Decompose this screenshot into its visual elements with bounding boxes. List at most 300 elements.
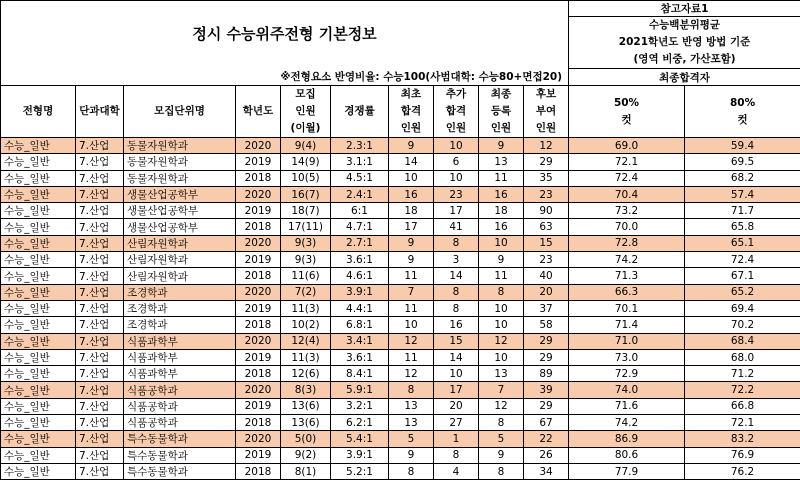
row-dept: 식품과학부	[124, 333, 236, 349]
row-first: 8	[389, 382, 434, 398]
row-type: 수능_일반	[1, 170, 76, 186]
row-add: 16	[434, 317, 479, 333]
row-college: 7.산업	[76, 284, 124, 300]
row-first: 9	[389, 235, 434, 251]
row-p50: 71.6	[569, 398, 685, 414]
row-final: 16	[479, 186, 524, 202]
row-first: 10	[389, 317, 434, 333]
row-dept: 특수동물학과	[124, 431, 236, 447]
row-college: 7.산업	[76, 252, 124, 268]
table-row	[1, 203, 800, 219]
row-rate: 4.7:1	[331, 219, 389, 235]
row-add: 23	[434, 186, 479, 202]
table-row	[1, 252, 800, 268]
row-add: 4	[434, 463, 479, 479]
row-first: 16	[389, 186, 434, 202]
row-p50: 72.4	[569, 170, 685, 186]
row-p80: 57.4	[685, 186, 800, 202]
row-p50: 77.9	[569, 463, 685, 479]
row-last: 29	[524, 349, 569, 365]
row-first: 9	[389, 138, 434, 154]
row-first: 18	[389, 203, 434, 219]
row-final: 10	[479, 235, 524, 251]
row-first: 7	[389, 284, 434, 300]
header-line: 80%	[685, 95, 800, 112]
row-college: 7.산업	[76, 138, 124, 154]
final-admit-header: 최종합격자	[569, 69, 800, 86]
row-p80: 69.4	[685, 300, 800, 316]
row-rate: 3.1:1	[331, 154, 389, 170]
row-last: 23	[524, 186, 569, 202]
row-type: 수능_일반	[1, 317, 76, 333]
row-type: 수능_일반	[1, 382, 76, 398]
row-type: 수능_일반	[1, 431, 76, 447]
row-year: 2018	[236, 366, 281, 382]
header-line: 최초	[389, 86, 433, 103]
row-dept: 생물산업공학부	[124, 186, 236, 202]
row-final: 12	[479, 398, 524, 414]
row-year: 2018	[236, 170, 281, 186]
row-add: 41	[434, 219, 479, 235]
selection-ratio-note: ※전형요소 반영비율: 수능100(사범대학: 수능80+면접20)	[1, 69, 569, 86]
row-type: 수능_일반	[1, 154, 76, 170]
col-header-type: 전형명	[1, 86, 76, 138]
row-quota: 8(3)	[281, 382, 331, 398]
ref-desc-line: (영역 비중, 가산포함)	[569, 51, 800, 68]
row-final: 7	[479, 382, 524, 398]
row-first: 17	[389, 219, 434, 235]
row-college: 7.산업	[76, 317, 124, 333]
row-quota: 16(7)	[281, 186, 331, 202]
table-row	[1, 219, 800, 235]
row-rate: 3.9:1	[331, 447, 389, 463]
row-p50: 74.2	[569, 252, 685, 268]
row-last: 29	[524, 154, 569, 170]
table-row	[1, 349, 800, 365]
row-add: 3	[434, 252, 479, 268]
table-row	[1, 382, 800, 398]
row-p50: 66.3	[569, 284, 685, 300]
row-year: 2018	[236, 317, 281, 333]
row-dept: 동물자원학과	[124, 170, 236, 186]
header-line: 합격	[389, 103, 433, 120]
row-rate: 2.7:1	[331, 235, 389, 251]
row-college: 7.산업	[76, 235, 124, 251]
header-line: 인원	[524, 120, 568, 137]
row-year: 2020	[236, 284, 281, 300]
row-rate: 6.2:1	[331, 415, 389, 431]
row-dept: 조경학과	[124, 317, 236, 333]
header-line: 합격	[434, 103, 478, 120]
table-row	[1, 463, 800, 479]
row-p80: 67.1	[685, 268, 800, 284]
row-last: 12	[524, 138, 569, 154]
row-college: 7.산업	[76, 349, 124, 365]
row-dept: 식품과학부	[124, 349, 236, 365]
row-p80: 72.2	[685, 382, 800, 398]
row-p80: 69.5	[685, 154, 800, 170]
row-quota: 14(9)	[281, 154, 331, 170]
row-year: 2020	[236, 186, 281, 202]
row-last: 39	[524, 382, 569, 398]
row-first: 9	[389, 447, 434, 463]
title-cell	[1, 1, 569, 69]
row-rate: 3.6:1	[331, 252, 389, 268]
row-dept: 식품공학과	[124, 398, 236, 414]
row-year: 2020	[236, 235, 281, 251]
row-college: 7.산업	[76, 154, 124, 170]
row-type: 수능_일반	[1, 415, 76, 431]
row-final: 10	[479, 317, 524, 333]
row-dept: 생물산업공학부	[124, 203, 236, 219]
row-final: 11	[479, 268, 524, 284]
col-header-p80	[685, 86, 800, 138]
row-dept: 조경학과	[124, 300, 236, 316]
row-rate: 3.6:1	[331, 349, 389, 365]
row-p50: 86.9	[569, 431, 685, 447]
row-p80: 68.0	[685, 349, 800, 365]
row-p80: 83.2	[685, 431, 800, 447]
row-year: 2018	[236, 219, 281, 235]
row-add: 17	[434, 382, 479, 398]
row-last: 90	[524, 203, 569, 219]
table-row	[1, 300, 800, 316]
row-quota: 12(6)	[281, 366, 331, 382]
row-p50: 73.2	[569, 203, 685, 219]
row-last: 29	[524, 398, 569, 414]
col-header-p50	[569, 86, 685, 138]
row-quota: 13(6)	[281, 415, 331, 431]
row-p80: 72.4	[685, 252, 800, 268]
row-type: 수능_일반	[1, 235, 76, 251]
row-quota: 7(2)	[281, 284, 331, 300]
row-first: 11	[389, 349, 434, 365]
row-college: 7.산업	[76, 333, 124, 349]
table-row	[1, 284, 800, 300]
row-final: 13	[479, 154, 524, 170]
row-p50: 74.2	[569, 415, 685, 431]
row-type: 수능_일반	[1, 268, 76, 284]
row-p80: 65.8	[685, 219, 800, 235]
row-dept: 산림자원학과	[124, 268, 236, 284]
row-quota: 17(11)	[281, 219, 331, 235]
row-final: 10	[479, 300, 524, 316]
row-year: 2020	[236, 138, 281, 154]
row-first: 11	[389, 300, 434, 316]
row-quota: 9(2)	[281, 447, 331, 463]
row-final: 8	[479, 284, 524, 300]
col-header-college: 단과대학	[76, 86, 124, 138]
row-rate: 4.4:1	[331, 300, 389, 316]
row-college: 7.산업	[76, 382, 124, 398]
col-header-first	[389, 86, 434, 138]
row-final: 9	[479, 252, 524, 268]
row-quota: 8(1)	[281, 463, 331, 479]
table-row	[1, 268, 800, 284]
row-year: 2018	[236, 268, 281, 284]
table-row	[1, 138, 800, 154]
row-quota: 18(7)	[281, 203, 331, 219]
row-year: 2019	[236, 398, 281, 414]
row-college: 7.산업	[76, 219, 124, 235]
row-type: 수능_일반	[1, 300, 76, 316]
row-dept: 특수동물학과	[124, 463, 236, 479]
reference-description	[569, 17, 800, 69]
header-line: 부여	[524, 103, 568, 120]
row-college: 7.산업	[76, 268, 124, 284]
header-line: 인원	[434, 120, 478, 137]
row-p80: 76.2	[685, 463, 800, 479]
row-dept: 동물자원학과	[124, 154, 236, 170]
row-type: 수능_일반	[1, 219, 76, 235]
row-quota: 11(3)	[281, 300, 331, 316]
row-p80: 65.1	[685, 235, 800, 251]
row-final: 8	[479, 463, 524, 479]
row-first: 14	[389, 154, 434, 170]
row-p50: 70.1	[569, 300, 685, 316]
row-p50: 80.6	[569, 447, 685, 463]
row-dept: 식품공학과	[124, 415, 236, 431]
header-line: 인원	[479, 120, 523, 137]
row-p50: 72.8	[569, 235, 685, 251]
row-dept: 산림자원학과	[124, 235, 236, 251]
row-add: 14	[434, 268, 479, 284]
row-final: 13	[479, 366, 524, 382]
col-header-last	[524, 86, 569, 138]
row-quota: 12(4)	[281, 333, 331, 349]
row-first: 13	[389, 415, 434, 431]
table-body	[1, 138, 800, 480]
row-quota: 9(4)	[281, 138, 331, 154]
row-dept: 생물산업공학부	[124, 219, 236, 235]
row-p50: 74.0	[569, 382, 685, 398]
row-quota: 13(6)	[281, 398, 331, 414]
table-row	[1, 415, 800, 431]
row-last: 67	[524, 415, 569, 431]
col-header-dept: 모집단위명	[124, 86, 236, 138]
table-row	[1, 398, 800, 414]
row-p50: 72.1	[569, 154, 685, 170]
row-college: 7.산업	[76, 186, 124, 202]
row-last: 23	[524, 252, 569, 268]
row-dept: 산림자원학과	[124, 252, 236, 268]
row-last: 26	[524, 447, 569, 463]
col-header-year: 학년도	[236, 86, 281, 138]
page-title: 정시 수능위주전형 기본정보	[192, 25, 376, 43]
row-p50: 71.4	[569, 317, 685, 333]
row-add: 8	[434, 300, 479, 316]
row-final: 5	[479, 431, 524, 447]
table-row	[1, 317, 800, 333]
row-college: 7.산업	[76, 463, 124, 479]
row-year: 2019	[236, 447, 281, 463]
row-quota: 10(2)	[281, 317, 331, 333]
row-rate: 3.9:1	[331, 284, 389, 300]
row-final: 10	[479, 349, 524, 365]
row-final: 18	[479, 203, 524, 219]
row-college: 7.산업	[76, 203, 124, 219]
row-quota: 10(5)	[281, 170, 331, 186]
row-last: 22	[524, 431, 569, 447]
row-p80: 68.2	[685, 170, 800, 186]
row-quota: 5(0)	[281, 431, 331, 447]
row-rate: 5.2:1	[331, 463, 389, 479]
row-p80: 59.4	[685, 138, 800, 154]
row-first: 12	[389, 366, 434, 382]
row-add: 6	[434, 154, 479, 170]
row-first: 13	[389, 398, 434, 414]
row-quota: 11(6)	[281, 268, 331, 284]
row-rate: 5.9:1	[331, 382, 389, 398]
row-last: 20	[524, 284, 569, 300]
row-p80: 68.4	[685, 333, 800, 349]
row-add: 1	[434, 431, 479, 447]
row-dept: 조경학과	[124, 284, 236, 300]
row-add: 15	[434, 333, 479, 349]
row-type: 수능_일반	[1, 203, 76, 219]
row-first: 12	[389, 333, 434, 349]
row-type: 수능_일반	[1, 186, 76, 202]
header-line: 컷	[569, 112, 684, 129]
header-line: 등록	[479, 103, 523, 120]
row-college: 7.산업	[76, 447, 124, 463]
row-p50: 73.0	[569, 349, 685, 365]
row-last: 29	[524, 333, 569, 349]
row-rate: 6:1	[331, 203, 389, 219]
row-year: 2019	[236, 203, 281, 219]
header-line: 모집	[281, 86, 330, 103]
row-last: 15	[524, 235, 569, 251]
table-row	[1, 333, 800, 349]
row-type: 수능_일반	[1, 138, 76, 154]
row-first: 11	[389, 268, 434, 284]
row-final: 11	[479, 170, 524, 186]
row-dept: 식품공학과	[124, 382, 236, 398]
header-line: 후보	[524, 86, 568, 103]
row-first: 5	[389, 431, 434, 447]
row-add: 14	[434, 349, 479, 365]
row-first: 9	[389, 252, 434, 268]
row-type: 수능_일반	[1, 447, 76, 463]
row-college: 7.산업	[76, 415, 124, 431]
row-dept: 식품과학부	[124, 366, 236, 382]
row-year: 2019	[236, 154, 281, 170]
row-type: 수능_일반	[1, 252, 76, 268]
row-add: 17	[434, 203, 479, 219]
row-p50: 71.3	[569, 268, 685, 284]
row-p50: 69.0	[569, 138, 685, 154]
table-row	[1, 186, 800, 202]
ref-desc-line: 2021학년도 반영 방법 기준	[569, 34, 800, 51]
row-add: 8	[434, 284, 479, 300]
header-line: 컷	[685, 112, 800, 129]
row-year: 2018	[236, 463, 281, 479]
row-final: 16	[479, 219, 524, 235]
row-type: 수능_일반	[1, 366, 76, 382]
table-row	[1, 431, 800, 447]
row-p50: 71.0	[569, 333, 685, 349]
row-final: 9	[479, 138, 524, 154]
row-add: 10	[434, 170, 479, 186]
row-add: 20	[434, 398, 479, 414]
table-row	[1, 170, 800, 186]
row-type: 수능_일반	[1, 349, 76, 365]
row-p80: 71.2	[685, 366, 800, 382]
header-line: 50%	[569, 95, 684, 112]
row-last: 35	[524, 170, 569, 186]
col-header-final	[479, 86, 524, 138]
row-year: 2019	[236, 349, 281, 365]
row-add: 8	[434, 235, 479, 251]
row-rate: 6.8:1	[331, 317, 389, 333]
row-rate: 4.5:1	[331, 170, 389, 186]
row-type: 수능_일반	[1, 463, 76, 479]
row-last: 34	[524, 463, 569, 479]
row-quota: 11(3)	[281, 349, 331, 365]
row-p80: 70.2	[685, 317, 800, 333]
col-header-add	[434, 86, 479, 138]
header-line: 인원	[389, 120, 433, 137]
row-dept: 동물자원학과	[124, 138, 236, 154]
row-college: 7.산업	[76, 398, 124, 414]
column-header-row	[1, 86, 800, 138]
row-add: 8	[434, 447, 479, 463]
row-year: 2019	[236, 252, 281, 268]
row-p80: 65.2	[685, 284, 800, 300]
row-p50: 72.9	[569, 366, 685, 382]
row-rate: 2.3:1	[331, 138, 389, 154]
row-college: 7.산업	[76, 366, 124, 382]
row-type: 수능_일반	[1, 284, 76, 300]
row-p80: 76.9	[685, 447, 800, 463]
row-last: 37	[524, 300, 569, 316]
row-last: 58	[524, 317, 569, 333]
table-row	[1, 235, 800, 251]
row-add: 10	[434, 138, 479, 154]
table-row	[1, 447, 800, 463]
row-p50: 70.4	[569, 186, 685, 202]
row-p50: 70.0	[569, 219, 685, 235]
row-college: 7.산업	[76, 170, 124, 186]
table-row	[1, 154, 800, 170]
col-header-rate: 경쟁률	[331, 86, 389, 138]
row-rate: 5.4:1	[331, 431, 389, 447]
row-college: 7.산업	[76, 431, 124, 447]
row-year: 2018	[236, 415, 281, 431]
row-last: 40	[524, 268, 569, 284]
row-rate: 4.6:1	[331, 268, 389, 284]
ref-desc-line: 수능백분위평균	[569, 17, 800, 34]
row-rate: 3.2:1	[331, 398, 389, 414]
header-line: (이월)	[281, 120, 330, 137]
row-dept: 특수동물학과	[124, 447, 236, 463]
row-p80: 71.7	[685, 203, 800, 219]
row-type: 수능_일반	[1, 398, 76, 414]
row-year: 2020	[236, 382, 281, 398]
table-row	[1, 366, 800, 382]
header-line: 인원	[281, 103, 330, 120]
row-year: 2020	[236, 333, 281, 349]
row-last: 89	[524, 366, 569, 382]
col-header-quota	[281, 86, 331, 138]
row-add: 10	[434, 366, 479, 382]
row-rate: 3.4:1	[331, 333, 389, 349]
row-p80: 66.8	[685, 398, 800, 414]
row-type: 수능_일반	[1, 333, 76, 349]
row-college: 7.산업	[76, 300, 124, 316]
row-p80: 72.1	[685, 415, 800, 431]
row-rate: 8.4:1	[331, 366, 389, 382]
